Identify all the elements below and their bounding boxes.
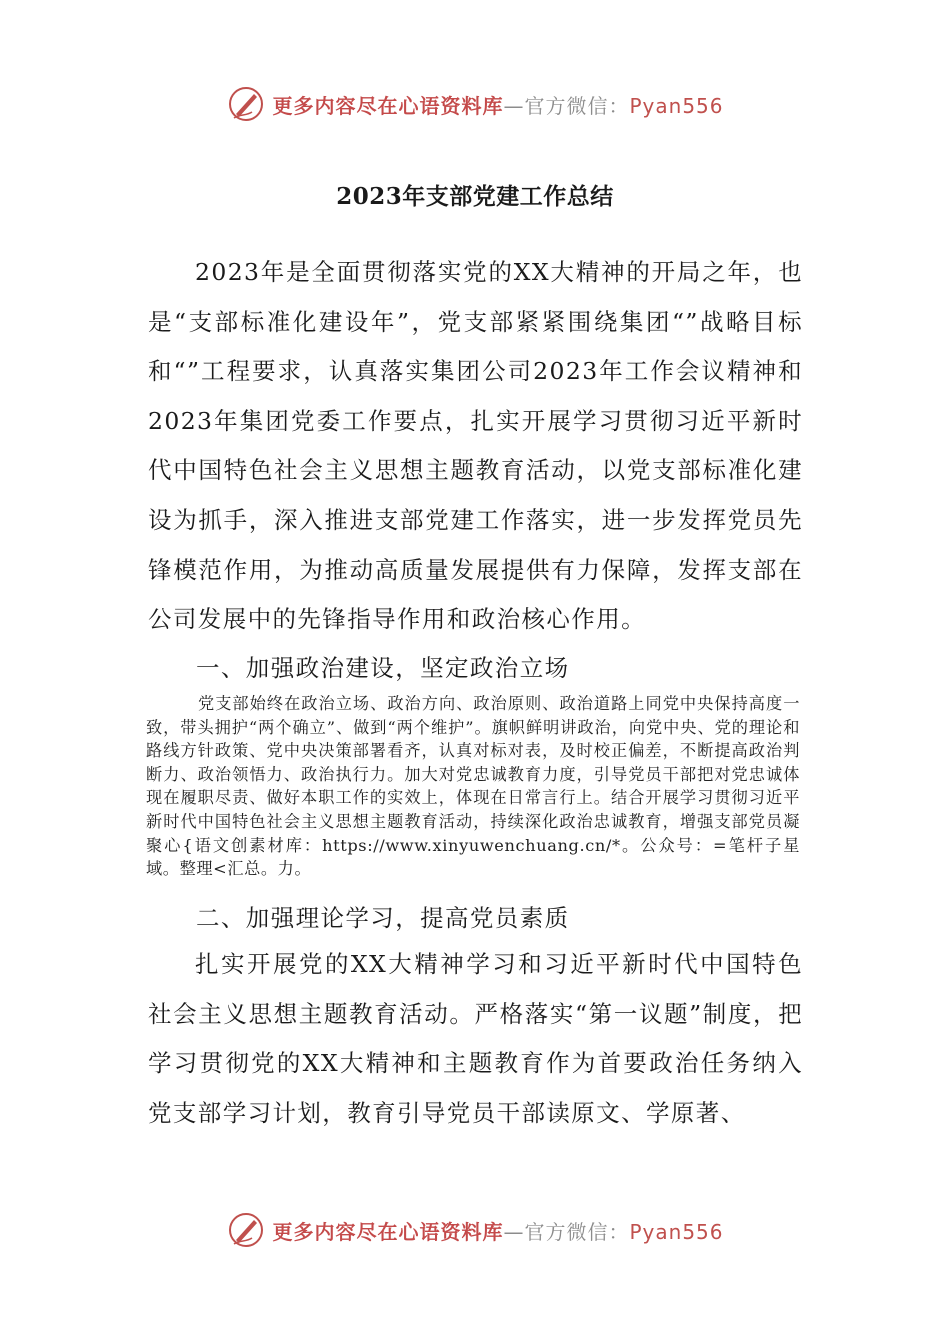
section2-paragraph: 扎实开展党的XX大精神学习和习近平新时代中国特色社会主义思想主题教育活动。严格落实“第一议题”制度，把学习贯彻党的XX大精神和主题教育作为首要政治任务纳入党支部学习计划，教育引导党员干部读原文、学原著、: [148, 950, 803, 1127]
banner-brand: 更多内容尽在心语资料库: [272, 93, 504, 118]
banner-separator: —: [503, 93, 525, 118]
footer-banner: [0, 1206, 950, 1254]
banner-wechat-id: Pyan556: [629, 1219, 724, 1244]
banner-wechat-id: Pyan556: [629, 93, 724, 118]
document-title: 2023年支部党建工作总结: [336, 183, 614, 210]
pen-logo-icon: [226, 84, 266, 124]
pen-logo-icon: [226, 1210, 266, 1250]
banner-separator: —: [503, 1219, 525, 1244]
banner-text: [272, 1216, 723, 1245]
banner-official-label: 官方微信：: [524, 93, 630, 118]
banner-brand: 更多内容尽在心语资料库: [272, 1219, 504, 1244]
section1-heading: 一、加强政治建设，坚定政治立场: [196, 654, 570, 682]
section2-heading: 二、加强理论学习，提高党员素质: [196, 904, 570, 932]
section1-paragraph: 党支部始终在政治立场、政治方向、政治原则、政治道路上同党中央保持高度一致，带头拥护“两个确立”、做到“两个维护”。旗帜鲜明讲政治，向党中央、党的理论和路线方针政策、党中央决策部署看齐，认真对标对表，及时校正偏差，不断提高政治判断力、政治领悟力、政治执行力。加大对党忠诚教育力度，引导党员干部把对党忠诚体现在履职尽责、做好本职工作的实效上，体现在日常言行上。结合开展学习贯彻习近平新时代中国特色社会主义思想主题教育活动，持续深化政治忠诚教育，增强支部党员凝聚心{语文创素材库：https://www.xinyuwenchuang.cn/*。公众号：=笔杆子星域。整理<汇总。力。: [146, 694, 800, 879]
header-banner: [0, 80, 950, 128]
banner-text: [272, 90, 723, 119]
banner-official-label: 官方微信：: [524, 1219, 630, 1244]
intro-paragraph: 2023年是全面贯彻落实党的XX大精神的开局之年，也是“支部标准化建设年”，党支部紧紧围绕集团“”战略目标和“”工程要求，认真落实集团公司2023年工作会议精神和2023年集团党委工作要点，扎实开展学习贯彻习近平新时代中国特色社会主义思想主题教育活动，以党支部标准化建设为抓手，深入推进支部党建工作落实，进一步发挥党员先锋模范作用，为推动高质量发展提供有力保障，发挥支部在公司发展中的先锋指导作用和政治核心作用。: [148, 258, 803, 634]
